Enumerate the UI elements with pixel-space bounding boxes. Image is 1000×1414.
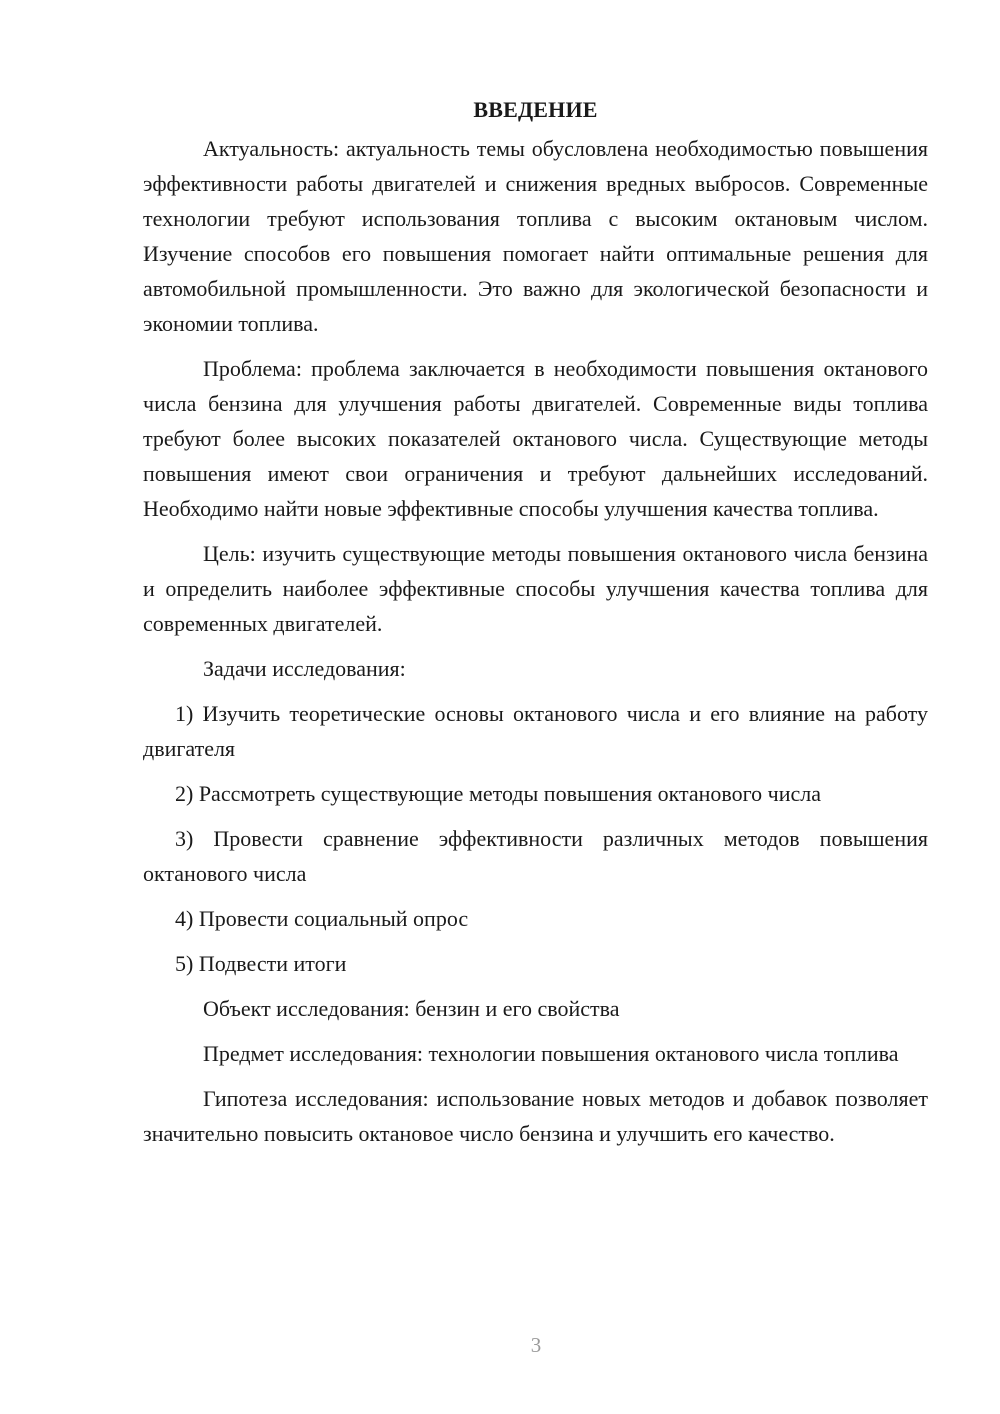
object-paragraph: Объект исследования: бензин и его свойства xyxy=(203,996,620,1021)
task-item-3: 3) Провести сравнение эффективности различных методов повышения октанового числа xyxy=(143,826,928,886)
page-number: 3 xyxy=(530,1333,542,1357)
task-item-4: 4) Провести социальный опрос xyxy=(175,906,469,931)
task-item-1: 1) Изучить теоретические основы октанового числа и его влияние на работу двигателя xyxy=(143,701,928,761)
page-title: ВВЕДЕНИЕ xyxy=(473,97,598,122)
task-item-5: 5) Подвести итоги xyxy=(175,951,347,976)
problem-paragraph: Проблема: проблема заключается в необходимости повышения октанового числа бензина для улучшения работы двигателей. Современные виды топлива требуют более высоких показателей октанового числа. Существующие методы повышения имеют свои ограничения и требуют дальнейших исследований. Необходимо найти новые эффективные способы улучшения качества топлива. xyxy=(143,356,928,521)
task-item-2: 2) Рассмотреть существующие методы повышения октанового числа xyxy=(175,781,821,806)
document-page xyxy=(143,92,928,1151)
goal-paragraph: Цель: изучить существующие методы повышения октанового числа бензина и определить наиболее эффективные способы улучшения качества топлива для современных двигателей. xyxy=(143,541,928,636)
tasks-heading: Задачи исследования: xyxy=(203,656,406,681)
hypothesis-paragraph: Гипотеза исследования: использование новых методов и добавок позволяет значительно повысить октановое число бензина и улучшить его качество. xyxy=(143,1086,928,1146)
subject-paragraph: Предмет исследования: технологии повышения октанового числа топлива xyxy=(203,1041,899,1066)
relevance-paragraph: Актуальность: актуальность темы обусловлена необходимостью повышения эффективности работы двигателей и снижения вредных выбросов. Современные технологии требуют использования топлива с высоким октановым числом. Изучение способов его повышения помогает найти оптимальные решения для автомобильной промышленности. Это важно для экологической безопасности и экономии топлива. xyxy=(143,136,928,336)
